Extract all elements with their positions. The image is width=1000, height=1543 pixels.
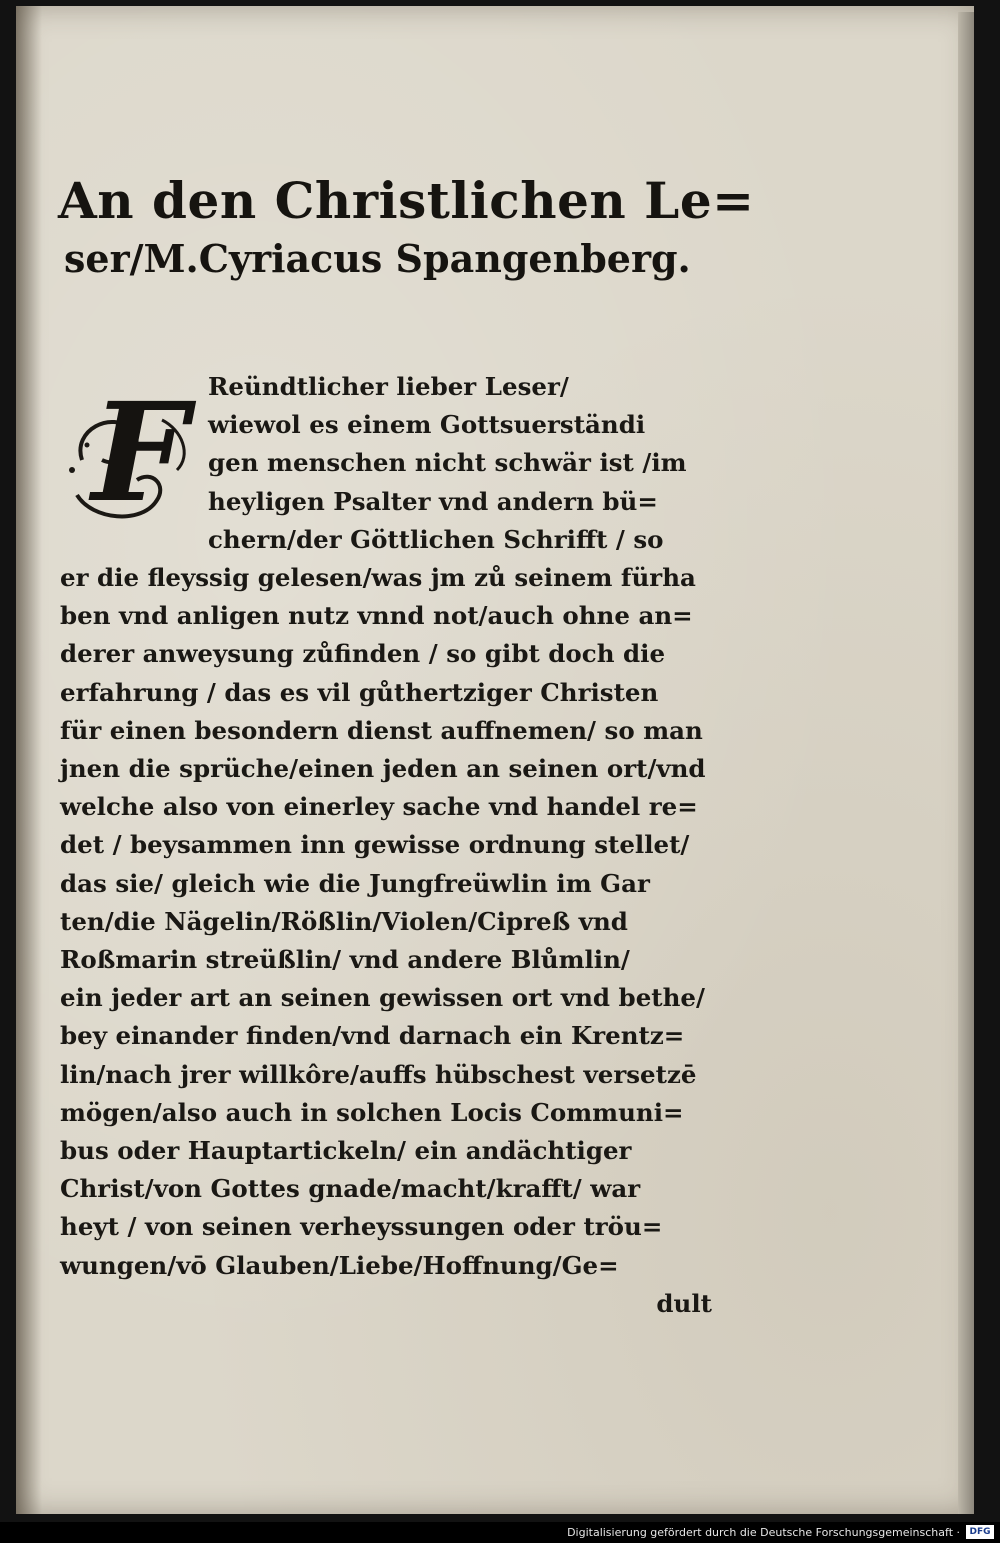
text-line: mögen/also auch in solchen Locis Communi=	[60, 1097, 684, 1127]
text-line: welche also von einerley sache vnd handel re=	[60, 792, 698, 822]
footer-bar	[0, 1522, 1000, 1543]
text-line: er die fleyssig gelesen/was jm zů seinem fürha	[60, 563, 696, 593]
drop-cap-initial: F	[91, 373, 189, 533]
dfg-logo-icon: DFG	[966, 1525, 994, 1539]
text-line: Roßmarin streüßlin/ vnd andere Blůmlin/	[60, 945, 630, 975]
text-line: erfahrung / das es vil gůthertziger Christen	[60, 677, 659, 707]
funding-credit: Digitalisierung gefördert durch die Deutsche Forschungsgemeinschaft ·	[567, 1526, 960, 1539]
catchword: dult	[656, 1288, 712, 1318]
text-line: derer anweysung zůfinden / so gibt doch die	[60, 639, 666, 669]
text-line: heyt / von seinen verheyssungen oder tröu=	[60, 1212, 663, 1242]
text-line: Reündtlicher lieber Leser/	[208, 372, 569, 401]
text-line: ben vnd anligen nutz vnnd not/auch ohne an=	[60, 601, 693, 631]
page-edge	[958, 12, 974, 1514]
text-line: heyligen Psalter vnd andern bü=	[208, 486, 658, 516]
text-line: gen menschen nicht schwär ist /im	[208, 448, 687, 478]
text-line: ein jeder art an seinen gewissen ort vnd bethe/	[60, 983, 705, 1013]
text-line: jnen die sprüche/einen jeden an seinen ort/vnd	[60, 754, 706, 784]
body-text	[60, 368, 720, 1323]
text-line: wungen/vō Glauben/Liebe/Hoffnung/Ge=	[60, 1250, 619, 1280]
text-line: chern/der Göttlichen Schrifft / so	[208, 524, 664, 554]
text-line: Christ/von Gottes gnade/macht/krafft/ war	[60, 1174, 641, 1204]
heading-line: ser/M.Cyriacus Spangenberg.	[64, 236, 691, 281]
heading-line: An den Christlichen Le=	[58, 171, 755, 230]
text-line: wiewol es einem Gottsuerständi	[208, 410, 646, 440]
text-line: det / beysammen inn gewisse ordnung stellet/	[60, 830, 690, 860]
text-line: das sie/ gleich wie die Jungfreüwlin im Gar	[60, 868, 650, 898]
text-line: für einen besondern dienst auffnemen/ so man	[60, 715, 703, 745]
page-heading	[58, 170, 755, 286]
text-line: bus oder Hauptartickeln/ ein andächtiger	[60, 1136, 632, 1166]
text-line: bey einander finden/vnd darnach ein Krentz=	[60, 1021, 685, 1051]
page-gutter-shadow	[16, 6, 42, 1514]
text-line: ten/die Nägelin/Rößlin/Violen/Cipreß vnd	[60, 906, 628, 936]
text-line: lin/nach jrer willkôre/auffs hübschest versetzē	[60, 1059, 697, 1089]
